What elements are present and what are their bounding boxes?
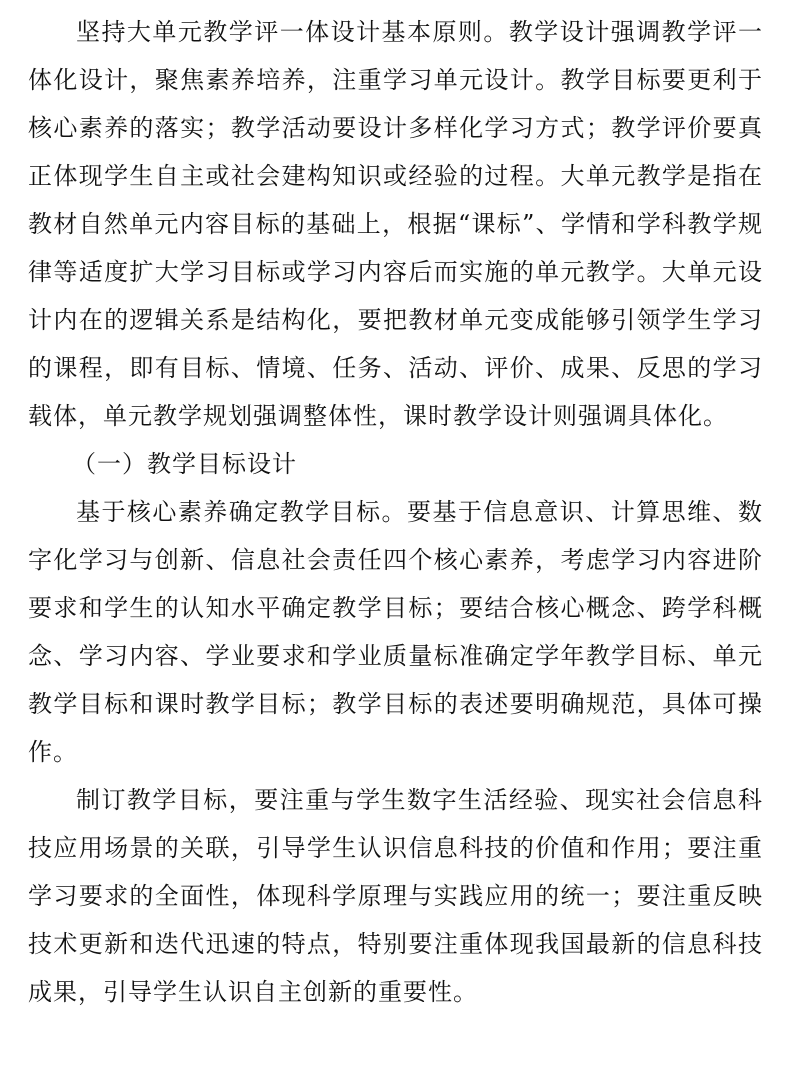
paragraph-formulating-objectives: 制订教学目标，要注重与学生数字生活经验、现实社会信息科技应用场景的关联，引导学生认识信息科技的价值和作用；要注重学习要求的全面性，体现科学原理与实践应用的统一；要注重反映技术更新和迭代迅速的特点，特别要注重体现我国最新的信息科技成果，引导学生认识自主创新的重要性。: [28, 786, 763, 1006]
section-heading-teaching-objectives: （一）教学目标设计: [72, 450, 297, 478]
paragraph-core-literacy-objectives: 基于核心素养确定教学目标。要基于信息意识、计算思维、数字化学习与创新、信息社会责任四个核心素养，考虑学习内容进阶要求和学生的认知水平确定教学目标；要结合核心概念、跨学科概念、学习内容、学业要求和学业质量标准确定学年教学目标、单元教学目标和课时教学目标；教学目标的表述要明确规范，具体可操作。: [28, 498, 763, 766]
paragraph-unit-design-principle: 坚持大单元教学评一体设计基本原则。教学设计强调教学评一体化设计，聚焦素养培养，注重学习单元设计。教学目标要更利于核心素养的落实；教学活动要设计多样化学习方式；教学评价要真正体现学生自主或社会建构知识或经验的过程。大单元教学是指在教材自然单元内容目标的基础上，根据“课标”、学情和学科教学规律等适度扩大学习目标或学习内容后而实施的单元教学。大单元设计内在的逻辑关系是结构化，要把教材单元变成能够引领学生学习的课程，即有目标、情境、任务、活动、评价、成果、反思的学习载体，单元教学规划强调整体性，课时教学设计则强调具体化。: [28, 18, 763, 430]
